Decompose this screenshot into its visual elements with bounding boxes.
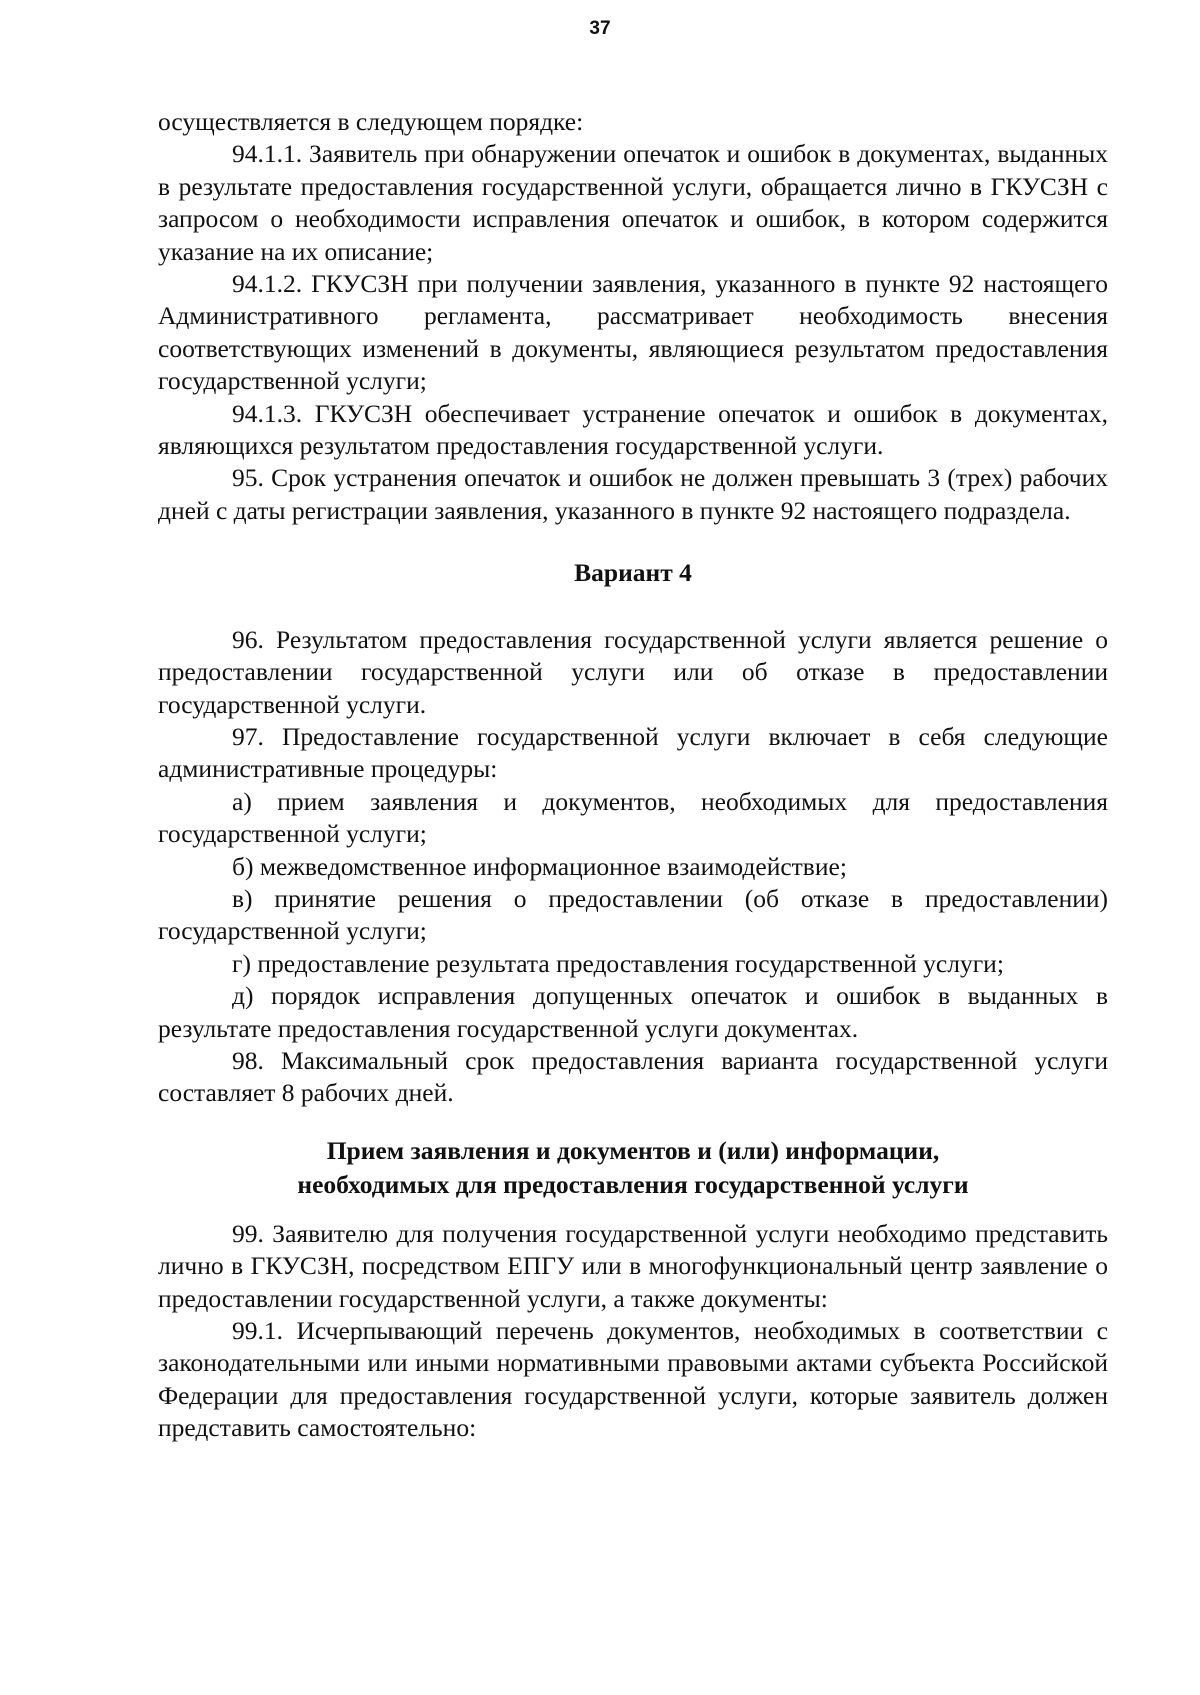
document-body [158,106,1108,1445]
paragraph-94-1-3: 94.1.3. ГКУСЗН обеспечивает устранение опечаток и ошибок в документах, являющихся результатом предоставления государственной услуги. [158,398,1108,461]
page-number: 37 [589,18,611,39]
section-heading-line-1: Прием заявления и документов и (или) информации, [326,1135,940,1165]
paragraph-95: 95. Срок устранения опечаток и ошибок не должен превышать 3 (трех) рабочих дней с даты регистрации заявления, указанного в пункте 92 настоящего подраздела. [158,463,1108,525]
paragraph-94-1-1: 94.1.1. Заявитель при обнаружении опечаток и ошибок в документах, выданных в результате предоставления государственной услуги, обращается лично в ГКУСЗН с запросом о необходимости исправления опечаток и ошибок, в котором содержится указание на их описание; [158,139,1108,266]
list-item-g: г) предоставление результата предоставления государственной услуги; [232,948,1004,978]
paragraph-98: 98. Максимальный срок предоставления варианта государственной услуги составляет 8 рабочих дней. [158,1045,1108,1108]
paragraph-94-1-2: 94.1.2. ГКУСЗН при получении заявления, указанного в пункте 92 настоящего Административного регламента, рассматривает необходимость внесения соответствующих изменений в документы, являющиеся результатом предоставления государственной услуги; [158,269,1108,396]
paragraph-99-1: 99.1. Исчерпывающий перечень документов, необходимых в соответствии с законодательными или иными нормативными правовыми актами субъекта Российской Федерации для предоставления государственной услуги, которые заявитель должен представить самостоятельно: [158,1316,1108,1443]
variant-heading: Вариант 4 [574,558,692,588]
list-item-d: д) порядок исправления допущенных опечаток и ошибок в выданных в результате предоставления государственной услуги документах. [158,981,1108,1043]
paragraph-99: 99. Заявителю для получения государственной услуги необходимо представить лично в ГКУСЗН, посредством ЕПГУ или в многофункциональный центр заявление о предоставлении государственной услуги, а также документы: [158,1218,1108,1313]
paragraph-97: 97. Предоставление государственной услуги включает в себя следующие административные процедуры: [158,721,1108,784]
list-item-b: б) межведомственное информационное взаимодействие; [232,851,847,881]
list-item-v: в) принятие решения о предоставлении (об отказе в предоставлении) государственной услуги; [158,883,1108,946]
section-heading-line-2: необходимых для предоставления государственной услуги [297,1169,969,1199]
paragraph-96: 96. Результатом предоставления государственной услуги является решение о предоставлении государственной услуги или об отказе в предоставлении государственной услуги. [158,624,1108,719]
section-heading [158,1134,1108,1202]
list-item-a: а) прием заявления и документов, необходимых для предоставления государственной услуги; [158,786,1108,849]
paragraph-intro: осуществляется в следующем порядке: [158,107,584,136]
